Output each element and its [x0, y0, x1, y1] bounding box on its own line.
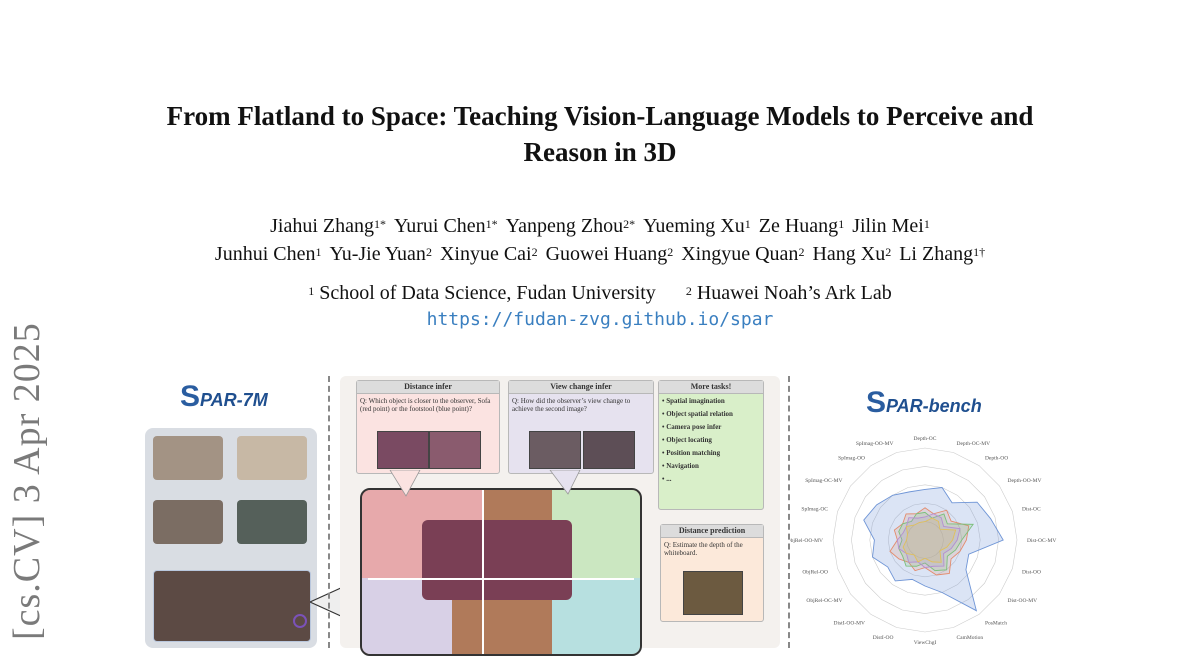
author-affil-sup: 1† [973, 245, 986, 259]
spar7m-logo [180, 380, 268, 414]
author-name: Ze Huang$^1$ [758, 215, 845, 237]
radar-axis-label: PosMatch [984, 620, 1007, 627]
radar-axis-label: SpImag-OC [801, 506, 828, 513]
author-name: Hang Xu$^2$ [812, 243, 892, 265]
author-affil-sup: 2 [798, 245, 805, 259]
distance-image-2 [429, 431, 481, 469]
author-name: Xingyue Quan$^2$ [681, 243, 805, 265]
radar-axis-label: Dist-OO-MV [1007, 597, 1038, 604]
scene-thumb [237, 500, 307, 544]
author-affil-sup: 2 [425, 245, 432, 259]
depth-image [683, 571, 743, 615]
title-line-2: Reason in 3D [523, 137, 677, 167]
radar-axis-label: ObjRel-OC-MV [806, 597, 843, 604]
affil-2: Huawei Noah’s Ark Lab [696, 282, 892, 304]
radar-axis-label: ViewChgI [913, 640, 937, 646]
logo-s-mark: S [866, 386, 887, 419]
view-change-box [508, 380, 654, 474]
logo-text: PAR-bench [886, 396, 982, 416]
author-affil-sup: 2 [667, 245, 674, 259]
author-name: Yueming Xu$^1$ [643, 215, 751, 237]
more-tasks-list [659, 394, 763, 491]
puzzle-seam [482, 490, 485, 654]
author-affil-sup: 2 [885, 245, 892, 259]
radar-axis-label: Depth-OO [984, 455, 1009, 462]
callout-pointers [380, 470, 660, 500]
affil-1: School of Data Science, Fudan University [319, 282, 656, 304]
author-name: Guowei Huang$^2$ [545, 243, 674, 265]
distance-prediction-header: Distance prediction [661, 525, 763, 538]
author-affil-sup: 1* [485, 217, 498, 231]
sparbench-logo [866, 386, 982, 420]
distance-infer-box [356, 380, 500, 474]
scene-thumb-selected [153, 570, 311, 642]
logo-text: PAR-7M [200, 390, 268, 410]
radar-axis-label: Dist-OC-MV [1027, 538, 1057, 544]
distance-infer-question: Q: Which object is closer to the observer, Sofa (red point) or the footstool (blue point)? [360, 397, 491, 413]
distance-infer-header: Distance infer [357, 381, 499, 394]
radar-axis-label: Depth-OC [913, 436, 937, 442]
affil-1-sup: 1 [308, 284, 315, 298]
author-name: Junhui Chen$^1$ [214, 243, 322, 265]
radar-axis-label: ObjRel-OO-MV [790, 538, 823, 544]
task-item: • ... [662, 475, 672, 483]
author-affil-sup: 1 [923, 217, 930, 231]
scene-gallery [145, 428, 317, 648]
radar-axis-label: Depth-OO-MV [1007, 478, 1042, 485]
author-name: Yanpeng Zhou$^{2*}$ [505, 215, 636, 237]
author-list [0, 212, 1200, 268]
project-url[interactable]: https://fudan-zvg.github.io/spar [426, 309, 774, 330]
puzzle-seam [368, 578, 634, 581]
view-image-2 [583, 431, 635, 469]
view-image-1 [529, 431, 581, 469]
author-affil-sup: 1 [315, 245, 322, 259]
scene-thumb [153, 436, 223, 480]
author-line-2 [0, 240, 1200, 268]
affiliations [0, 280, 1200, 306]
author-name: Li Zhang$^{1\dagger}$ [899, 243, 986, 265]
distance-prediction-question: Q: Estimate the depth of the whiteboard. [664, 541, 743, 557]
magnifier-icon [293, 614, 307, 628]
view-change-question: Q: How did the observer’s view change to achieve the second image? [512, 397, 631, 413]
logo-s-mark: S [180, 380, 201, 413]
radar-axis-label: SpImag-OO [838, 455, 866, 462]
task-item: • Navigation [662, 462, 699, 470]
task-item: • Position matching [662, 449, 721, 457]
affil-2-sup: 2 [685, 284, 692, 298]
radar-axis-label: Dist-OC [1022, 506, 1041, 513]
radar-chart [790, 432, 1060, 648]
divider-left [328, 376, 330, 648]
author-affil-sup: 2 [531, 245, 538, 259]
scene-thumb [153, 500, 223, 544]
task-item: • Camera pose infer [662, 423, 722, 431]
more-tasks-header: More tasks! [659, 381, 763, 394]
author-name: Yu-Jie Yuan$^2$ [329, 243, 432, 265]
author-name: Jiahui Zhang$^{1*}$ [270, 215, 386, 237]
title-line-1: From Flatland to Space: Teaching Vision-Language Models to Perceive and [166, 101, 1034, 131]
teaser-figure [140, 372, 1064, 648]
author-affil-sup: 1* [374, 217, 386, 231]
radar-axis-label: SpImag-OC-MV [805, 478, 843, 485]
sofa-region [422, 520, 572, 600]
radar-axis-label: DistI-OO [872, 635, 894, 642]
author-affil-sup: 1 [744, 217, 751, 231]
task-panel [340, 376, 780, 648]
radar-axis-label: Dist-OO [1022, 569, 1041, 576]
author-name: Xinyue Cai$^2$ [439, 243, 538, 265]
task-item: • Object spatial relation [662, 410, 733, 418]
more-tasks-box [658, 380, 764, 510]
task-item: • Spatial imagination [662, 397, 725, 405]
author-line-1 [0, 212, 1200, 240]
author-name: Jilin Mei$^1$ [852, 215, 930, 237]
author-name: Yurui Chen$^{1*}$ [394, 215, 498, 237]
paper-title [0, 98, 1200, 170]
distance-prediction-box [660, 524, 764, 622]
view-change-header: View change infer [509, 381, 653, 394]
radar-axis-label: DistI-OO-MV [833, 620, 866, 627]
puzzle-scene [360, 488, 642, 656]
radar-axis-label: CamMotion [956, 635, 984, 642]
author-affil-sup: 2* [623, 217, 636, 231]
radar-axis-label: Depth-OC-MV [956, 440, 991, 447]
distance-image-1 [377, 431, 429, 469]
arxiv-stamp: [cs.CV] 3 Apr 2025 [6, 322, 48, 640]
author-affil-sup: 1 [838, 217, 845, 231]
radar-axis-label: SpImag-OO-MV [855, 440, 894, 447]
task-item: • Object locating [662, 436, 712, 444]
radar-axis-label: ObjRel-OO [802, 569, 828, 576]
scene-thumb [237, 436, 307, 480]
